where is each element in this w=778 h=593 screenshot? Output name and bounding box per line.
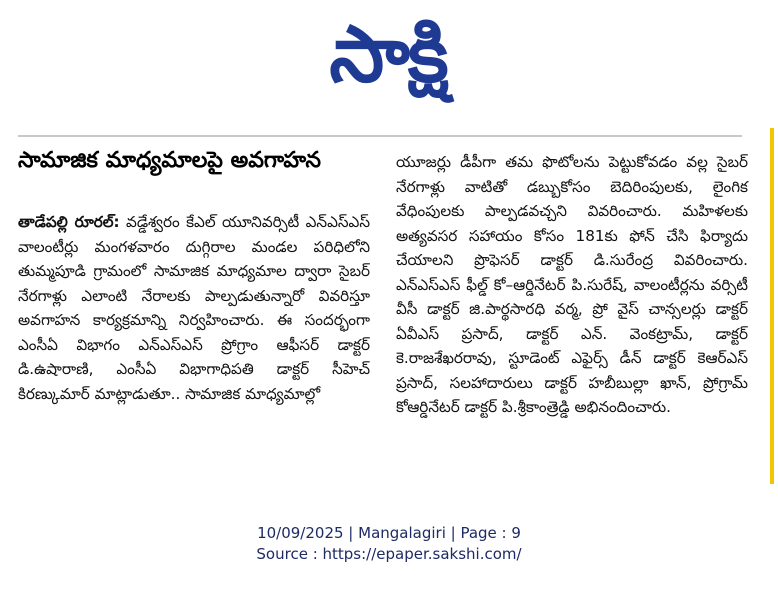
newspaper-logo: సాక్షి	[329, 10, 447, 100]
footer-edition-info: 10/09/2025 | Mangalagiri | Page : 9	[257, 524, 521, 542]
article-column-left	[18, 210, 370, 406]
article-column-right	[396, 150, 748, 420]
footer-source: Source : https://epaper.sakshi.com/	[256, 545, 522, 563]
article-body-left: వడ్డేశ్వరం కేఎల్ యూనివర్సిటీ ఎన్ఎస్ఎస్ వాలంటీర్లు మంగళవారం దుగ్గిరాల మండల పరిధిలోని తుమ్మపూడి గ్రామంలో సామాజిక మాధ్యమాల ద్వారా సైబర్ నేరగాళ్లు ఎలాంటి నేరాలకు పాల్పడుతున్నారో వివరిస్తూ అవగాహన కార్యక్రమాన్ని నిర్వహించారు. ఈ సందర్భంగా ఎంసీఏ విభాగం ఎన్ఎస్ఎస్ ప్రోగ్రాం ఆఫీసర్ డాక్టర్ డి.ఉషారాణి, ఎంసీఏ విభాగాధిపతి డాక్టర్ సీహెచ్ కిరణ్కుమార్ మాట్లాడుతూ.. సామాజిక మాధ్యమాల్లో	[18, 213, 370, 403]
article-headline: సామాజిక మాధ్యమాలపై అవగాహన	[18, 148, 321, 173]
header-divider	[18, 135, 742, 137]
column-edge-marker	[770, 128, 774, 484]
article-dateline: తాడేపల్లి రూరల్:	[18, 213, 120, 231]
article-body-right: యూజర్లు డీపీగా తమ ఫొటోలను పెట్టుకోవడం వల్ల సైబర్ నేరగాళ్లు వాటితో డబ్బుకోసం బెదిరింపులకు, లైంగిక వేధింపులకు పాల్పడవచ్చని వివరించారు. మహిళలకు అత్యవసర సహాయం కోసం 181కు ఫోన్ చేసి ఫిర్యాదు చేయాలని ప్రొఫెసర్ డాక్టర్ డి.సురేంద్ర వివరించారు. ఎన్ఎస్ఎస్ ఫీల్డ్ కో–ఆర్డినేటర్ పి.సురేష్, వాలంటీర్లను వర్సిటీ వీసీ డాక్టర్ జి.పార్థసారధి వర్మ, ప్రో వైస్ చాన్సలర్లు డాక్టర్ ఏవీఎస్ ప్రసాద్, డాక్టర్ ఎన్. వెంకట్రామ్, డాక్టర్ కె.రాజశేఖరరావు, స్టూడెంట్ ఎఫైర్స్ డీన్ డాక్టర్ కెఆర్ఎస్ ప్రసాద్, సలహాదారులు డాక్టర్ హబీబుల్లా ఖాన్, ప్రోగ్రామ్ కోఆర్డినేటర్ డాక్టర్ పి.శ్రీకాంత్రెడ్డి అభినందించారు.	[396, 153, 748, 416]
